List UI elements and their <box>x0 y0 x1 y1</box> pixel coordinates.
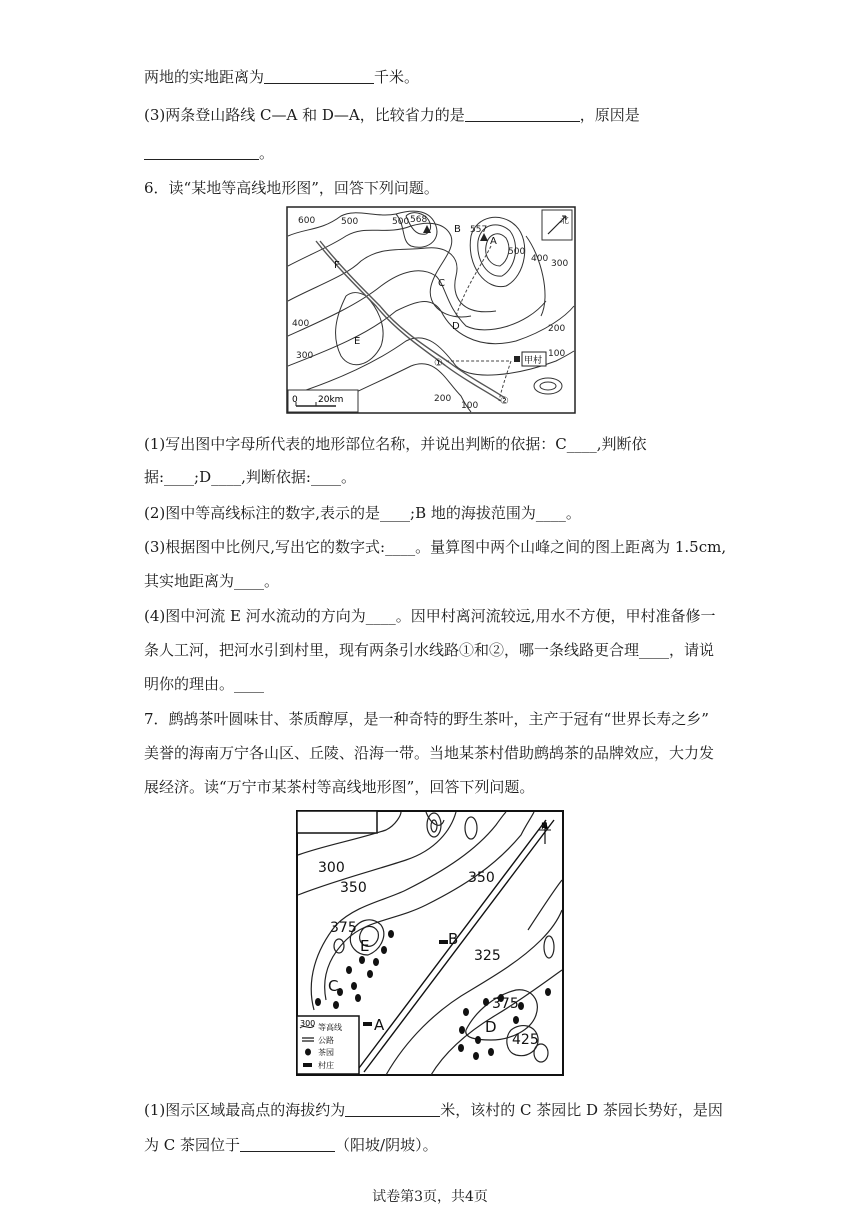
q6-p1-line2: 据:____;D____,判断依据:____。 <box>144 468 356 486</box>
scale-label: 20km <box>318 395 344 405</box>
q7-line3: 展经济。读“万宁市某茶村等高线地形图”，回答下列问题。 <box>144 778 535 796</box>
q5-text: 两地的实地距离为 <box>144 68 265 86</box>
peak-elevation: 557 <box>470 225 488 235</box>
q6-p4-line3: 明你的理由。____ <box>144 675 265 693</box>
q7-text: 米，该村的 C 茶园比 D 茶园长势好，是因 <box>440 1101 723 1119</box>
contour-label: 500 <box>508 247 526 257</box>
legend-road: 公路 <box>318 1036 334 1045</box>
q5-text: (3)两条登山路线 C—A 和 D—A，比较省力的是 <box>144 106 465 124</box>
contour-label: 200 <box>548 324 566 334</box>
north-label: N <box>541 822 548 832</box>
q5-text: ，原因是 <box>579 106 640 124</box>
point-label-f: F <box>334 260 340 271</box>
north-label: 北 <box>560 216 570 226</box>
contour-label: 100 <box>548 349 566 359</box>
contour-label: 325 <box>474 948 501 964</box>
contour-label: 425 <box>512 1032 539 1048</box>
q6-p1-line1: (1)写出图中字母所代表的地形部位名称，并说出判断的依据：C____,判断依 <box>144 435 647 453</box>
q5-line-1 <box>144 66 419 88</box>
point-label-c: C <box>328 977 339 995</box>
q7-text: (1)图示区域最高点的海拔约为 <box>144 1101 346 1119</box>
q7-text: （阳坡/阴坡）。 <box>335 1136 438 1154</box>
q7-line2: 美誉的海南万宁各山区、丘陵、沿海一带。当地某茶村借助鹧鸪茶的品牌效应，大力发 <box>144 744 715 762</box>
q5-line-3 <box>144 142 274 164</box>
q6-p3-line2: 其实地距离为____。 <box>144 572 280 590</box>
contour-label: 300 <box>551 259 569 269</box>
contour-label: 375 <box>492 996 519 1012</box>
answer-blank[interactable] <box>465 105 580 122</box>
contour-label: 500 <box>392 217 410 227</box>
legend-contour-value: 300 <box>300 1019 316 1028</box>
q5-text: 千米。 <box>374 68 420 86</box>
contour-label: 600 <box>298 216 316 226</box>
q6-p4-line2: 条人工河，把河水引到村里，现有两条引水线路①和②，哪一条线路更合理____，请说 <box>144 641 715 659</box>
legend-village: 村庄 <box>318 1061 334 1070</box>
contour-label: 500 <box>341 217 359 227</box>
scale-zero: 0 <box>292 395 298 405</box>
q6-title: 6．读“某地等高线地形图”，回答下列问题。 <box>144 179 439 197</box>
answer-blank[interactable] <box>345 1100 440 1117</box>
q7-p1-line1 <box>144 1099 723 1121</box>
answer-blank[interactable] <box>144 143 259 160</box>
contour-label: 400 <box>292 319 310 329</box>
answer-blank[interactable] <box>264 67 374 84</box>
point-label-e: E <box>360 937 370 955</box>
legend-contour: 等高线 <box>318 1023 342 1032</box>
point-label-c: C <box>438 278 445 289</box>
contour-label: 100 <box>461 401 479 411</box>
contour-label: 400 <box>531 254 549 264</box>
contour-label: 200 <box>434 394 452 404</box>
legend-tea: 茶园 <box>318 1048 334 1057</box>
page-footer: 试卷第3页，共4页 <box>372 1189 488 1205</box>
contour-label: 350 <box>340 880 367 896</box>
contour-label: 375 <box>330 920 357 936</box>
point-label-d: D <box>485 1018 497 1036</box>
point-label-a: A <box>490 236 497 247</box>
route-label-2: ② <box>500 396 509 407</box>
point-label-b: B <box>454 224 461 235</box>
q6-p2: (2)图中等高线标注的数字,表示的是____;B 地的海拔范围为____。 <box>144 504 581 522</box>
contour-label: 300 <box>296 351 314 361</box>
route-label-1: ① <box>434 358 443 369</box>
q7-text: 为 C 茶园位于 <box>144 1136 241 1154</box>
q5-text: 。 <box>259 144 275 162</box>
contour-label: 350 <box>468 870 495 886</box>
point-label-e: E <box>354 336 361 347</box>
answer-blank[interactable] <box>240 1135 335 1152</box>
point-label-b: B <box>448 930 459 948</box>
point-label-a: A <box>374 1016 385 1034</box>
q7-line1: 7．鹧鸪茶叶圆味甘、茶质醇厚，是一种奇特的野生茶叶，主产于冠有“世界长寿之乡” <box>144 710 709 728</box>
q7-contour-map <box>296 810 564 1076</box>
q6-contour-map <box>286 206 576 414</box>
village-label: 甲村 <box>524 356 543 366</box>
q7-p1-line2 <box>144 1134 438 1156</box>
q6-p3-line1: (3)根据图中比例尺,写出它的数字式:____。量算图中两个山峰之间的图上距离为 1.5cm, <box>144 538 727 556</box>
q5-line-2 <box>144 104 640 126</box>
point-label-d: D <box>452 321 460 332</box>
contour-label: 300 <box>318 860 345 876</box>
q6-p4-line1: (4)图中河流 E 河水流动的方向为____。因甲村离河流较远,用水不方便，甲村准备修一 <box>144 607 716 625</box>
peak-elevation: 568 <box>410 215 428 225</box>
